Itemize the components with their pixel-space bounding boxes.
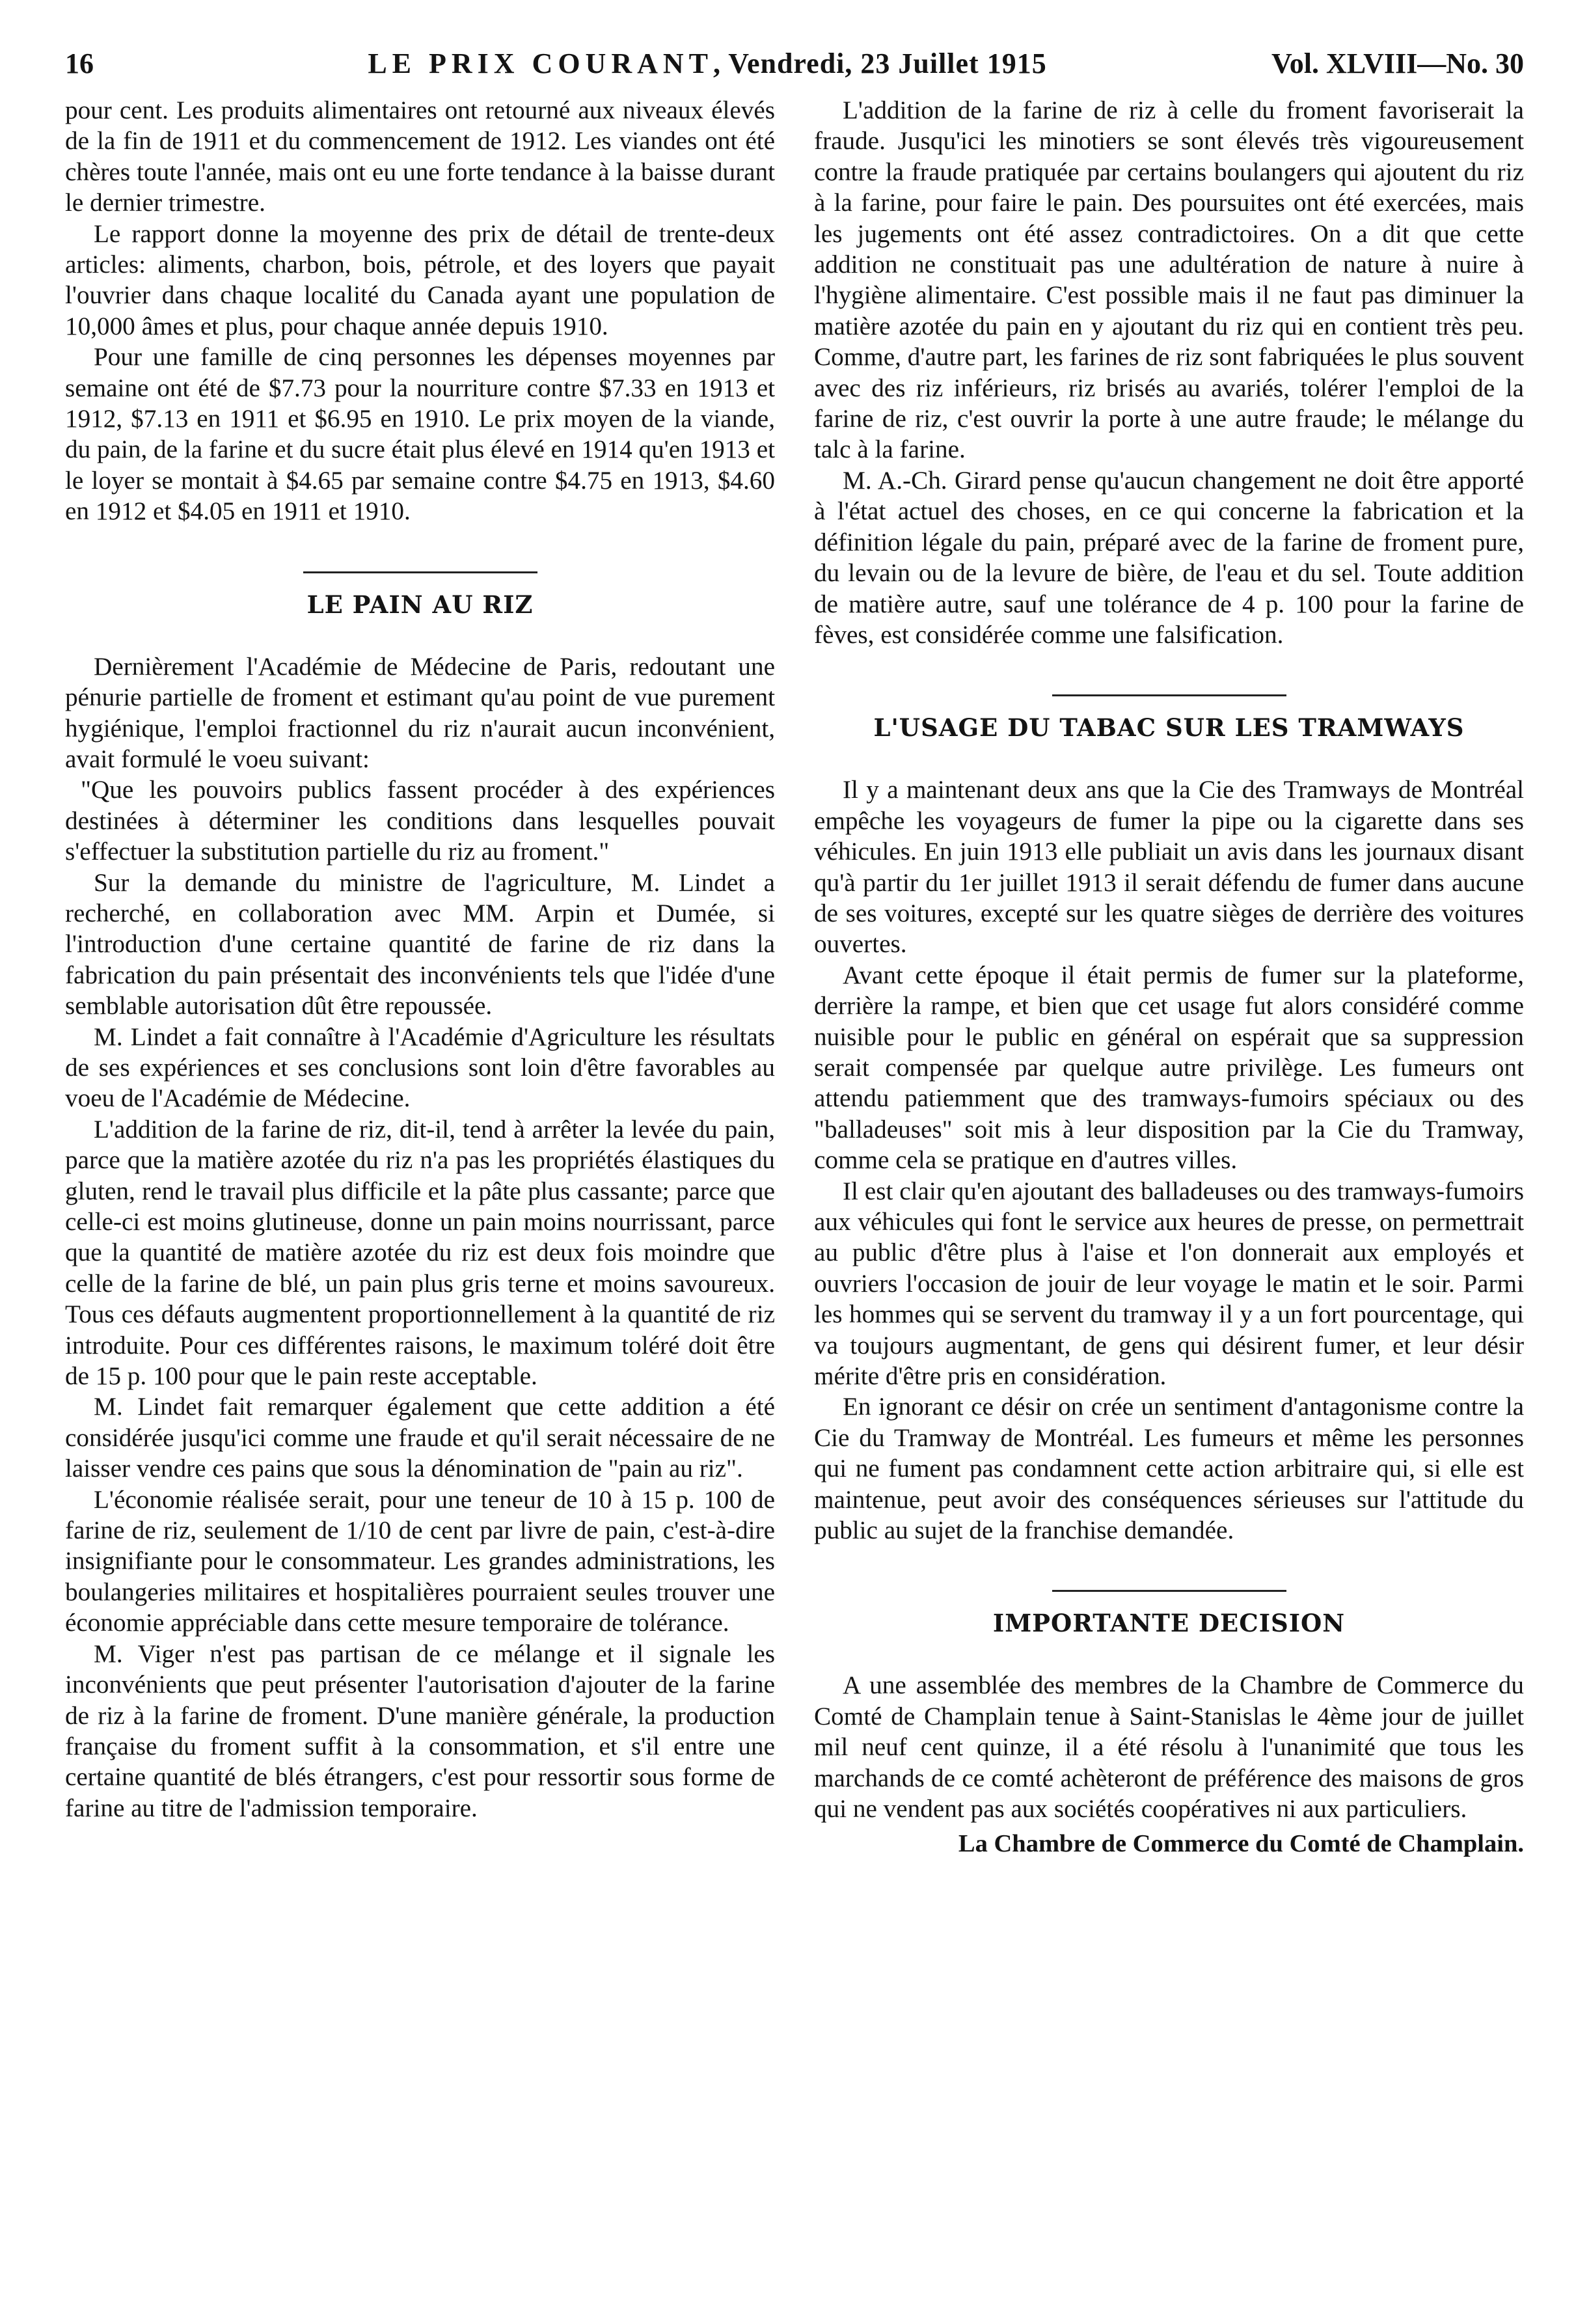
section-heading-decision: IMPORTANTE DECISION	[992, 1609, 1346, 1638]
article-paragraph: Le rapport donne la moyenne des prix de détail de trente-deux articles: aliments, charbon, bois, pétrole, et des loyers que payait l'ouvrier dans chaque localité du Canada ayant une population de 10,000 âmes et plus, pour chaque année depuis 1910.	[65, 219, 775, 340]
article-paragraph: Il est clair qu'en ajoutant des balladeuses ou des tramways-fumoirs aux véhicules qui font le service aux heures de presse, on permettrait au public d'être plus à l'aise et l'on donnerait aux employés et ouvriers l'occasion de jouir de leur voyage le matin et le soir. Parmi les hommes qui se servent du tramway il y a un fort pourcentage, qui va toujours augmentant, de gens qui désirent fumer, et leur désir mérite d'être pris en considération.	[814, 1177, 1524, 1391]
section-divider	[1052, 1590, 1286, 1592]
article-paragraph: L'addition de la farine de riz à celle du froment favoriserait la fraude. Jusqu'ici les minotiers se sont élevés très vigoureusement contre la fraude pratiquée par certains boulangers qui ajoutent du riz à la farine, pour faire le pain. Des poursuites ont été exercées, mais les jugements ont été assez contradictoires. On a dit que cette addition ne constituait pas une adultération de nature à nuire à l'hygiène alimentaire. C'est possible mais il ne faut pas diminuer la matière azotée du pain en y ajoutant du riz qui en contient très peu. Comme, d'autre part, les farines de riz sont fabriquées le plus souvent avec des riz inférieurs, riz brisés au avariés, tolérer l'emploi de la farine de riz, c'est ouvrir la porte à une autre fraude; le mélange du talc à la farine.	[814, 96, 1524, 464]
article-paragraph: M. A.-Ch. Girard pense qu'aucun changement ne doit être apporté à l'état actuel des choses, en ce qui concerne la fabrication et la définition légale du pain, préparé avec de la farine de froment pure, du levain ou de la levure de bière, de l'eau et du sel. Toute addition de matière autre, sauf une tolérance de 4 p. 100 pour la farine de fèves, est considérée comme une falsification.	[814, 466, 1524, 649]
section-divider	[1052, 694, 1286, 696]
article-paragraph: L'addition de la farine de riz, dit-il, tend à arrêter la levée du pain, parce que la matière azotée du riz n'a pas les propriétés élastiques du gluten, rend le travail plus difficile et la pâte plus cassante; parce que celle-ci est moins glutineuse, donne un pain moins nourrissant, parce que la quantité de matière azotée du riz est deux fois moindre que celle de la farine de blé, un pain plus gris terne et moins savoureux. Tous ces défauts augmentent proportionnellement à la quantité de riz introduite. Pour ces différentes raisons, le maximum toléré doit être de 15 p. 100 pour que le pain reste acceptable.	[65, 1115, 775, 1391]
article-paragraph: L'économie réalisée serait, pour une teneur de 10 à 15 p. 100 de farine de riz, seulement de 1/10 de cent par livre de pain, c'est-à-dire insignifiante pour le consommateur. Les grandes administrations, les boulangeries militaires et hospitalières pourraient seules trouver une économie appréciable dans cette mesure temporaire de tolérance.	[65, 1485, 775, 1637]
article-paragraph: M. Viger n'est pas partisan de ce mélange et il signale les inconvénients que peut présenter l'autorisation d'ajouter de la farine de riz à la farine de froment. D'une manière générale, la production française du froment suffit à la consommation, et s'il entre une certaine quantité de blés étrangers, c'est pour ressortir sous forme de farine au titre de l'admission temporaire.	[65, 1639, 775, 1822]
page-number: 16	[65, 48, 94, 79]
quoted-resolution: "Que les pouvoirs publics fassent procéder à des expériences destinées à déterminer les conditions dans lesquelles pouvait s'effectuer la substitution partielle du riz au froment."	[65, 776, 775, 866]
issue-date: , Vendredi, 23 Juillet 1915	[713, 48, 1047, 79]
page-header	[65, 47, 1524, 95]
article-paragraph: A une assemblée des membres de la Chambre de Commerce du Comté de Champlain tenue à Saint-Stanislas le 4ème jour de juillet mil neuf cent quinze, il a été résolu à l'unanimité que tous les marchands de ce comté achèteront de préférence des maisons de gros qui ne vendent pas aux sociétés coopératives ni aux particuliers.	[814, 1671, 1524, 1824]
article-paragraph: Sur la demande du ministre de l'agriculture, M. Lindet a recherché, en collaboration avec MM. Arpin et Dumée, si l'introduction d'une certaine quantité de farine de riz dans la fabrication du pain présentait des inconvénients tels que l'idée d'une semblable autorisation dût être repoussée.	[65, 868, 775, 1020]
article-paragraph: Il y a maintenant deux ans que la Cie des Tramways de Montréal empêche les voyageurs de fumer la pipe ou la cigarette dans ses véhicules. En juin 1913 elle publiait un avis dans les journaux disant qu'à partir du 1er juillet 1913 il serait défendu de fumer dans aucune de ses voitures, excepté sur les quatre sièges de derrière des voitures ouvertes.	[814, 776, 1524, 959]
signature-line: La Chambre de Commerce du Comté de Champlain.	[958, 1829, 1524, 1857]
publication-name: LE PRIX COURANT	[368, 48, 714, 79]
section-heading-tabac: L'USAGE DU TABAC SUR LES TRAMWAYS	[873, 713, 1465, 743]
right-column	[814, 95, 1524, 1860]
article-paragraph: M. Lindet a fait connaître à l'Académie d'Agriculture les résultats de ses expériences et ses conclusions sont loin d'être favorables au voeu de l'Académie de Médecine.	[65, 1022, 775, 1113]
section-heading-pain-au-riz: LE PAIN AU RIZ	[306, 590, 534, 619]
masthead	[143, 47, 1271, 80]
article-paragraph: pour cent. Les produits alimentaires ont retourné aux niveaux élevés de la fin de 1911 et du commencement de 1912. Les viandes ont été chères toute l'année, mais ont eu une forte tendance à la baisse durant le dernier trimestre.	[65, 96, 775, 217]
volume-number: Vol. XLVIII—No. 30	[1271, 48, 1524, 79]
article-paragraph: Dernièrement l'Académie de Médecine de Paris, redoutant une pénurie partielle de froment et estimant qu'au point de vue purement hygiénique, l'emploi fractionnel du riz n'aurait aucun inconvénient, avait formulé le voeu suivant:	[65, 652, 775, 773]
article-paragraph: En ignorant ce désir on crée un sentiment d'antagonisme contre la Cie du Tramway de Montréal. Les fumeurs et même les personnes qui ne fument pas condamnent cette action arbitraire qui, si elle est maintenue, peut avoir des conséquences sérieuses sur l'attitude du public au sujet de la franchise demandée.	[814, 1393, 1524, 1545]
section-divider	[303, 571, 537, 573]
article-paragraph: Pour une famille de cinq personnes les dépenses moyennes par semaine ont été de $7.73 pour la nourriture contre $7.33 en 1913 et 1912, $7.13 en 1911 et $6.95 en 1910. Le prix moyen de la viande, du pain, de la farine et du sucre était plus élevé en 1914 qu'en 1913 et le loyer se montait à $4.65 par semaine contre $4.75 en 1913, $4.60 en 1912 et $4.05 en 1911 et 1910.	[65, 343, 775, 526]
left-column	[65, 95, 775, 1860]
article-paragraph: Avant cette époque il était permis de fumer sur la plateforme, derrière la rampe, et bien que cet usage fut alors considéré comme nuisible pour le public en général on espérait que sa suppression serait compensée par quelque autre privilège. Les fumeurs ont attendu patiemment que des tramways-fumoirs spéciaux ou des "balladeuses" soit mis à leur disposition par la Cie du Tramway, comme cela se pratique en d'autres villes.	[814, 961, 1524, 1175]
article-paragraph: M. Lindet fait remarquer également que cette addition a été considérée jusqu'ici comme une fraude et qu'il serait nécessaire de ne laisser vendre ces pains que sous la dénomination de "pain au riz".	[65, 1393, 775, 1483]
